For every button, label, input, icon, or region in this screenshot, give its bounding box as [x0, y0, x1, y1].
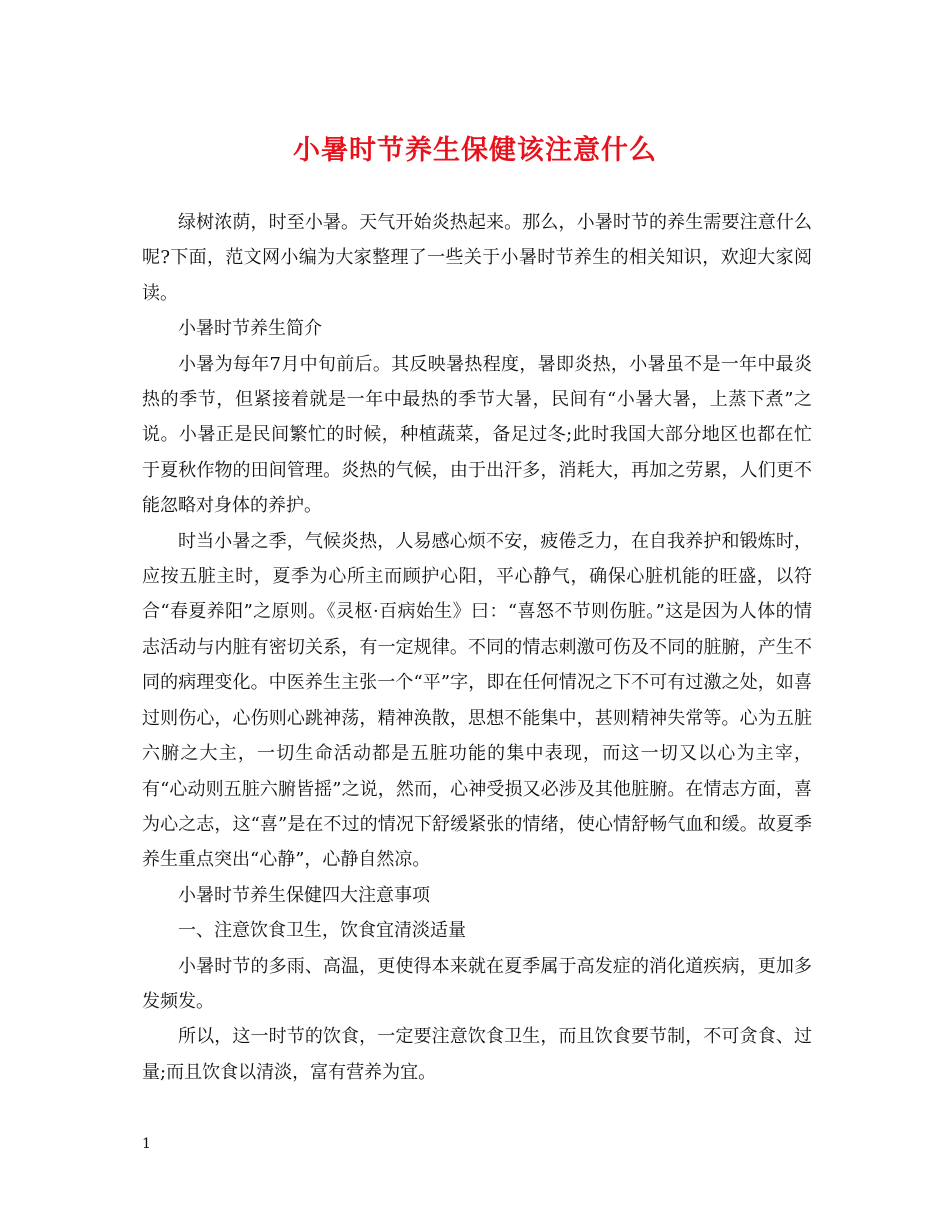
document-body: [142, 205, 812, 1090]
paragraph-heart-care: 时当小暑之季，气候炎热，人易感心烦不安，疲倦乏力，在自我养护和锻炼时，应按五脏主时，夏季为心所主而顾护心阳，平心静气，确保心脏机能的旺盛，以符合“春夏养阳”之原则。《灵枢·百病始生》曰：“喜怒不节则伤脏。”这是因为人体的情志活动与内脏有密切关系，有一定规律。不同的情志刺激可伤及不同的脏腑，产生不同的病理变化。中医养生主张一个“平”字，即在任何情况之下不可有过激之处，如喜过则伤心，心伤则心跳神荡，精神涣散，思想不能集中，甚则精神失常等。心为五脏六腑之大主，一切生命活动都是五脏功能的集中表现，而这一切又以心为主宰，有“心动则五脏六腑皆摇”之说，然而，心神受损又必涉及其他脏腑。在情志方面，喜为心之志，这“喜”是在不过的情况下舒缓紧张的情绪，使心情舒畅气血和缓。故夏季养生重点突出“心静”，心静自然凉。: [142, 530, 812, 871]
paragraph-diet-advice: 所以，这一时节的饮食，一定要注意饮食卫生，而且饮食要节制，不可贪食、过量;而且饮食以清淡，富有营养为宜。: [142, 1026, 812, 1083]
paragraph-intro: 绿树浓荫，时至小暑。天气开始炎热起来。那么，小暑时节的养生需要注意什么呢?下面，范文网小编为大家整理了一些关于小暑时节养生的相关知识，欢迎大家阅读。: [142, 212, 812, 304]
paragraph-digestive-disease: 小暑时节的多雨、高温，更使得本来就在夏季属于高发症的消化道疾病，更加多发频发。: [142, 955, 812, 1012]
section-heading-intro: 小暑时节养生简介: [178, 318, 322, 340]
document-title: 小暑时节养生保健该注意什么: [293, 135, 657, 166]
paragraph-xiaoshu-overview: 小暑为每年7月中旬前后。其反映暑热程度，暑即炎热，小暑虽不是一年中最炎热的季节，但紧接着就是一年中最热的季节大暑，民间有“小暑大暑，上蒸下煮”之说。小暑正是民间繁忙的时候，种植蔬菜，备足过冬;此时我国大部分地区也都在忙于夏秋作物的田间管理。炎热的气候，由于出汗多，消耗大，再加之劳累，人们更不能忽略对身体的养护。: [142, 353, 812, 517]
page-number: 1: [142, 1136, 151, 1152]
subheading-diet: 一、注意饮食卫生，饮食宜清淡适量: [178, 920, 466, 942]
section-heading-precautions: 小暑时节养生保健四大注意事项: [178, 884, 430, 906]
